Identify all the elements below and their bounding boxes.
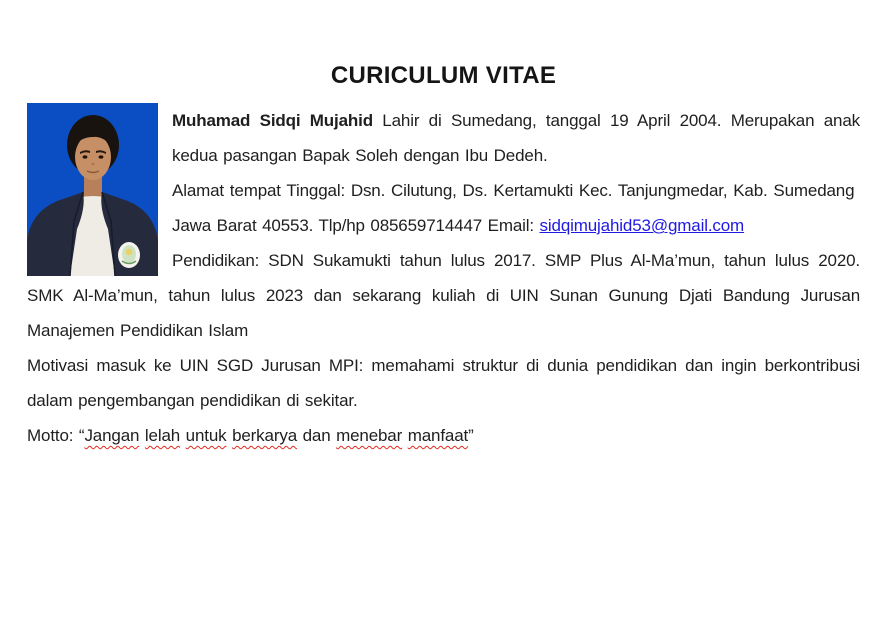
bio-text: Lahir di Sumedang, tanggal 19 April 2004. Merupakan anak kedua pasangan Bapak Soleh dengan Ibu Dedeh.: [172, 111, 861, 165]
portrait-photo: [27, 103, 158, 276]
motto-text: Motto: “: [27, 426, 85, 445]
paragraph-education: Pendidikan: SDN Sukamukti tahun lulus 2017. SMP Plus Al-Ma’mun, tahun lulus 2020. SMK Al-Ma’mun, tahun lulus 2023 dan sekarang kuliah di UIN Sunan Gunung Djati Bandung Jurusan Manajemen Pendidikan Islam: [27, 251, 860, 340]
page-title: CURICULUM VITAE: [330, 62, 557, 89]
cv-body: [27, 103, 860, 453]
misspelled-word: lelah: [144, 426, 181, 445]
paragraph-motto: [27, 418, 860, 453]
address-text: Alamat tempat Tinggal: Dsn. Cilutung, Ds. Kertamukti Kec. Tanjungmedar, Kab. Sumedang Jawa Barat 40553. Tlp/hp 085659714447 Email:: [172, 181, 860, 235]
person-name: Muhamad Sidqi Mujahid: [172, 111, 373, 130]
jacket-badge-icon: [118, 242, 140, 268]
motto-text: dan: [297, 426, 337, 445]
misspelled-word: Jangan: [84, 426, 140, 445]
misspelled-word: menebar: [336, 426, 403, 445]
motto-text: ”: [468, 426, 474, 445]
paragraph-motivation: Motivasi masuk ke UIN SGD Jurusan MPI: memahami struktur di dunia pendidikan dan ingin berkontribusi dalam pengembangan pendidikan di sekitar.: [27, 356, 860, 410]
email-link[interactable]: sidqimujahid53@gmail.com: [539, 216, 745, 235]
misspelled-word: manfaat: [407, 426, 469, 445]
misspelled-word: berkarya: [232, 426, 298, 445]
misspelled-word: untuk: [185, 426, 227, 445]
